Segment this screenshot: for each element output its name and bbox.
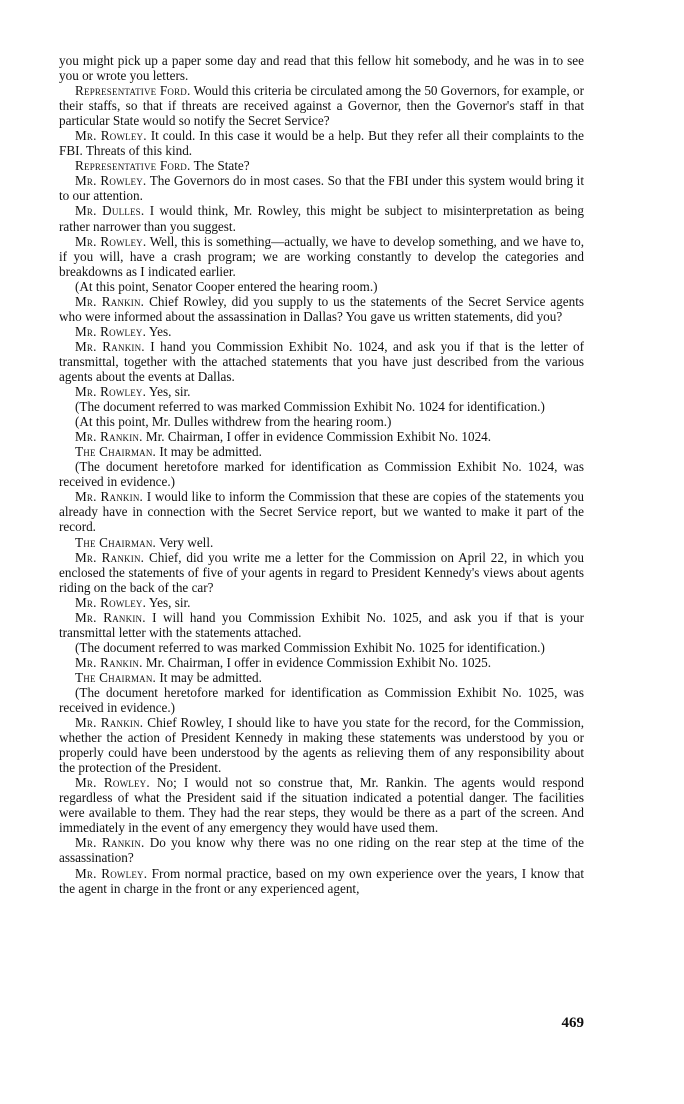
speaker-name: The Chairman.	[75, 444, 157, 460]
paragraph-text: Mr. Chairman, I offer in evidence Commission Exhibit No. 1025.	[145, 654, 492, 670]
paragraph	[59, 324, 584, 339]
paragraph	[59, 294, 584, 324]
speaker-name: Mr. Rankin.	[75, 715, 144, 731]
speaker-name: Representative Ford.	[75, 158, 191, 174]
paragraph	[59, 835, 584, 865]
paragraph	[59, 83, 584, 128]
speaker-name: Mr. Rankin.	[75, 835, 145, 851]
paragraph	[59, 203, 584, 233]
paragraph-text: Yes, sir.	[148, 594, 191, 610]
paragraph-text: Yes, sir.	[148, 384, 191, 400]
speaker-name: Mr. Rankin.	[75, 654, 143, 670]
paragraph-text: Well, this is something—actually, we have to develop something, and we have to, if you will, have a crash program; we are working constantly to develop the categories and breakdowns as I indicated earlier.	[59, 233, 585, 279]
paragraph-text: Chief Rowley, I should like to have you state for the record, for the Commission, whether the action of President Kennedy in making these statements was understood by you or properly could have been understood by the agents as relieving them of any responsibility about the protection of the President.	[59, 715, 585, 776]
paragraph-text: It may be admitted.	[159, 669, 262, 685]
speaker-name: Mr. Rankin.	[75, 609, 146, 625]
paragraph	[59, 399, 584, 414]
speaker-name: Mr. Rowley.	[75, 128, 147, 144]
paragraph-text: (The document heretofore marked for identification as Commission Exhibit No. 1025, was received in evidence.)	[59, 684, 584, 716]
paragraph	[59, 234, 584, 279]
paragraph	[59, 640, 584, 655]
speaker-name: The Chairman.	[75, 669, 157, 685]
speaker-name: Mr. Rowley.	[75, 775, 150, 791]
paragraph-text: The State?	[193, 158, 250, 174]
paragraph-text: Would this criteria be circulated among the 50 Governors, for example, or their staffs, so that if threats are received against a Governor, then the Governor's staff in that particular State would so notify the Secret Service?	[59, 83, 584, 129]
paragraph	[59, 535, 584, 550]
paragraph-text: The Governors do in most cases. So that the FBI under this system would bring it to our attention.	[59, 173, 584, 204]
paragraph	[59, 610, 584, 640]
transcript-page	[59, 53, 584, 896]
paragraph	[59, 339, 584, 384]
paragraph-text: It could. In this case it would be a help. But they refer all their complaints to the FBI. Threats of this kind.	[59, 128, 585, 159]
paragraph-text: Yes.	[148, 323, 172, 339]
paragraph-text: It may be admitted.	[159, 444, 262, 460]
speaker-name: Representative Ford.	[75, 83, 191, 99]
paragraph-text: Mr. Chairman, I offer in evidence Commission Exhibit No. 1024.	[145, 429, 492, 445]
paragraph	[59, 670, 584, 685]
paragraph-text: Do you know why there was no one riding on the rear step at the time of the assassination?	[59, 835, 585, 866]
speaker-name: Mr. Rowley.	[75, 865, 148, 881]
paragraph	[59, 53, 584, 83]
paragraph-text: I hand you Commission Exhibit No. 1024, and ask you if that is the letter of transmittal, together with the attached statements that you have just described from the various agents about the events at Dallas.	[59, 338, 585, 384]
paragraph	[59, 866, 584, 896]
paragraph	[59, 655, 584, 670]
speaker-name: Mr. Rowley.	[75, 233, 147, 249]
paragraph	[59, 158, 584, 173]
speaker-name: Mr. Rankin.	[75, 429, 143, 445]
speaker-name: Mr. Rowley.	[75, 594, 147, 610]
paragraph	[59, 414, 584, 429]
paragraph-text: I would like to inform the Commission that these are copies of the statements you already have in connection with the Secret Service report, but we wanted to make it part of the record.	[59, 489, 584, 535]
paragraph-text: I will hand you Commission Exhibit No. 1025, and ask you if that is your transmittal letter with the statements attached.	[59, 609, 585, 640]
paragraph	[59, 685, 584, 715]
paragraph	[59, 444, 584, 459]
speaker-name: Mr. Dulles.	[75, 203, 145, 219]
speaker-name: The Chairman.	[75, 534, 157, 550]
speaker-name: Mr. Rankin.	[75, 338, 145, 354]
paragraph-text: No; I would not so construe that, Mr. Rankin. The agents would respond regardless of what the President said if the situation indicated a potential danger. The facilities were available to them. They had the rear steps, they would be there as a part of the screen. And immediately in the event of any emergency they would have used them.	[59, 775, 585, 836]
speaker-name: Mr. Rankin.	[75, 293, 145, 309]
speaker-name: Mr. Rowley.	[75, 384, 147, 400]
paragraph-text: you might pick up a paper some day and read that this fellow hit somebody, and he was in to see you or wrote you letters.	[59, 53, 584, 84]
page-number: 469	[561, 1015, 584, 1031]
paragraph-text: Chief Rowley, did you supply to us the statements of the Secret Service agents who were informed about the assassination in Dallas? You gave us written statements, did you?	[59, 293, 584, 324]
paragraph	[59, 715, 584, 775]
paragraph-text: I would think, Mr. Rowley, this might be subject to misinterpretation as being rather narrower than you suggest.	[59, 203, 584, 234]
paragraph	[59, 459, 584, 489]
paragraph	[59, 173, 584, 203]
paragraph	[59, 384, 584, 399]
paragraph-text: (The document heretofore marked for identification as Commission Exhibit No. 1024, was received in evidence.)	[59, 459, 584, 490]
paragraph-text: Very well.	[159, 534, 214, 550]
paragraph	[59, 128, 584, 158]
paragraph	[59, 279, 584, 294]
paragraph-text: From normal practice, based on my own experience over the years, I know that the agent in charge in the front or any experienced agent,	[59, 865, 585, 896]
paragraph-text: (The document referred to was marked Commission Exhibit No. 1024 for identification.)	[75, 399, 545, 415]
paragraph	[59, 550, 584, 595]
speaker-name: Mr. Rowley.	[75, 173, 147, 189]
paragraph-text: (At this point, Mr. Dulles withdrew from the hearing room.)	[75, 414, 392, 430]
speaker-name: Mr. Rowley.	[75, 323, 147, 339]
paragraph-text: Chief, did you write me a letter for the Commission on April 22, in which you enclosed the statements of five of your agents in regard to President Kennedy's views about agents riding on the back of the car?	[59, 549, 584, 595]
paragraph	[59, 595, 584, 610]
speaker-name: Mr. Rankin.	[75, 489, 144, 505]
paragraph-text: (At this point, Senator Cooper entered the hearing room.)	[75, 278, 378, 294]
speaker-name: Mr. Rankin.	[75, 549, 145, 565]
paragraph	[59, 775, 584, 835]
paragraph	[59, 489, 584, 534]
paragraph-text: (The document referred to was marked Commission Exhibit No. 1025 for identification.)	[75, 639, 545, 655]
paragraph	[59, 429, 584, 444]
